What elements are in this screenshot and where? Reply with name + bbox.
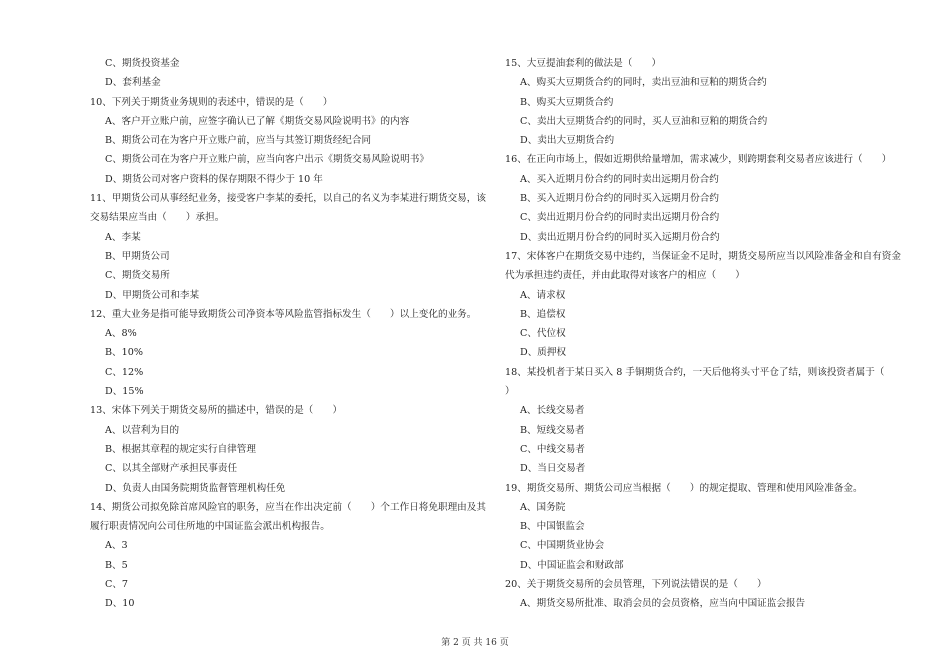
question-text: 11、甲期货公司从事经纪业务，接受客户李某的委托，以自己的名义为李某进行期货交易，该 (90, 193, 486, 205)
question-text: 20、关于期货交易所的会员管理，下列说法错误的是（ ） (505, 579, 767, 591)
question-text: 17、宋体客户在期货交易中违约，当保证金不足时，期货交易所应当以风险准备金和自有资金 (505, 250, 901, 262)
answer-option: B、10% (105, 347, 143, 359)
answer-option: C、7 (105, 579, 129, 591)
answer-option: A、买入近期月份合约的同时卖出远期月份合约 (520, 173, 719, 185)
answer-option: C、中线交易者 (520, 443, 585, 455)
answer-option: A、李某 (105, 231, 141, 243)
answer-option: A、请求权 (520, 289, 566, 301)
question-text: 15、大豆提油套利的做法是（ ） (505, 58, 662, 69)
left-column (90, 54, 490, 614)
answer-option: A、客户开立账户前，应签字确认已了解《期货交易风险说明书》的内容 (105, 115, 410, 127)
answer-option: D、期货公司对客户资料的保存期限不得少于 10 年 (105, 173, 323, 185)
answer-option: D、当日交易者 (520, 463, 586, 475)
answer-option: B、期货公司在为客户开立账户前，应当与其签订期货经纪合同 (105, 135, 372, 147)
answer-option: C、以其全部财产承担民事责任 (105, 463, 238, 475)
answer-option: C、期货交易所 (105, 270, 170, 282)
answer-option: D、甲期货公司和李某 (105, 289, 200, 301)
question-text: 交易结果应当由（ ）承担。 (90, 212, 225, 224)
answer-option: A、8% (105, 328, 137, 340)
answer-option: A、长线交易者 (520, 405, 585, 417)
answer-option: A、期货交易所批准、取消会员的会员资格，应当向中国证监会报告 (520, 598, 806, 610)
question-text: ） (505, 386, 515, 398)
answer-option: A、3 (105, 540, 128, 552)
answer-option: C、期货投资基金 (105, 58, 180, 69)
answer-option: B、5 (105, 559, 128, 571)
answer-option: B、根据其章程的规定实行自律管理 (105, 443, 256, 455)
answer-option: B、购买大豆期货合约 (520, 96, 614, 108)
answer-option: D、卖出大豆期货合约 (520, 135, 615, 147)
question-text: 代为承担违约责任，并由此取得对该客户的相应（ ） (505, 270, 745, 282)
answer-option: B、短线交易者 (520, 424, 585, 436)
answer-option: D、负责人由国务院期货监督管理机构任免 (105, 482, 286, 494)
answer-option: A、购买大豆期货合约的同时，卖出豆油和豆粕的期货合约 (520, 77, 767, 89)
answer-option: B、甲期货公司 (105, 250, 170, 262)
answer-option: A、国务院 (520, 501, 566, 513)
question-text: 13、宋体下列关于期货交易所的描述中，错误的是（ ） (90, 405, 343, 417)
answer-option: D、中国证监会和财政部 (520, 559, 624, 571)
question-text: 14、期货公司拟免除首席风险官的职务，应当在作出决定前（ ）个工作日将免职理由及其 (90, 501, 486, 513)
page-footer: 第 2 页 共 16 页 (441, 638, 509, 648)
answer-option: A、以营利为目的 (105, 424, 180, 436)
answer-option: C、卖出大豆期货合约的同时，买人豆油和豆粕的期货合约 (520, 115, 768, 127)
answer-option: C、12% (105, 366, 144, 378)
question-text: 履行职责情况向公司住所地的中国证监会派出机构报告。 (90, 521, 330, 533)
answer-option: B、追偿权 (520, 308, 566, 320)
answer-option: D、套利基金 (105, 77, 161, 89)
question-text: 10、下列关于期货业务规则的表述中，错误的是（ ） (90, 96, 333, 108)
answer-option: C、期货公司在为客户开立账户前，应当向客户出示《期货交易风险说明书》 (105, 154, 429, 166)
question-text: 18、某投机者于某日买入 8 手铜期货合约，一天后他将头寸平仓了结，则该投资者属于（ (505, 366, 885, 378)
right-column (505, 54, 915, 614)
answer-option: D、卖出近期月份合约的同时买入远期月份合约 (520, 231, 720, 243)
question-text: 16、在正向市场上，假如近期供给量增加，需求减少，则跨期套利交易者应该进行（ ） (505, 154, 892, 166)
answer-option: D、质押权 (520, 347, 567, 359)
answer-option: B、买入近期月份合约的同时买入远期月份合约 (520, 193, 719, 205)
answer-option: C、中国期货业协会 (520, 540, 605, 552)
answer-option: D、10 (105, 598, 135, 610)
answer-option: C、代位权 (520, 328, 566, 340)
answer-option: C、卖出近期月份合约的同时卖出远期月份合约 (520, 212, 720, 224)
question-text: 12、重大业务是指可能导致期货公司净资本等风险监管指标发生（ ）以上变化的业务。 (90, 308, 477, 320)
question-text: 19、期货交易所、期货公司应当根据（ ）的规定提取、管理和使用风险准备金。 (505, 482, 863, 494)
answer-option: D、15% (105, 386, 144, 398)
answer-option: B、中国银监会 (520, 521, 585, 533)
